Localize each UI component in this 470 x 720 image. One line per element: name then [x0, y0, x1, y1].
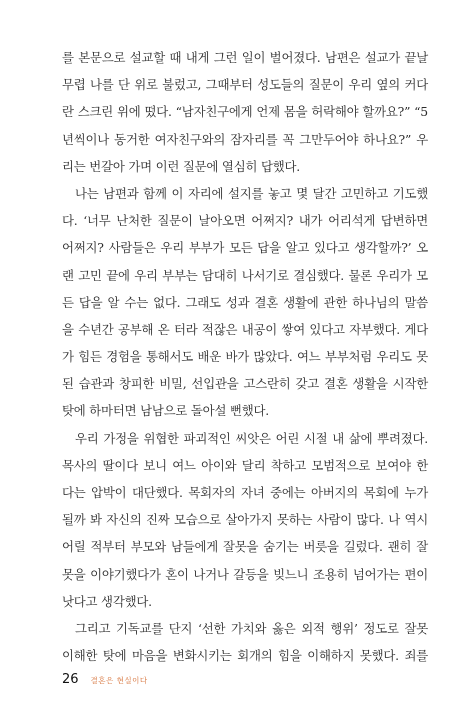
text-line: 리는 번갈아 가며 이런 질문에 열심히 답했다. — [62, 158, 301, 174]
text-line: 목사의 딸이다 보니 여느 아이와 달리 착하고 모범적으로 보여야 한 — [62, 457, 428, 473]
text-line: 이해한 탓에 마음을 변화시키는 회개의 힘을 이해하지 못했다. 죄를 — [62, 648, 428, 664]
text-line: 다는 압박이 대단했다. 목회자의 자녀 중에는 아버지의 목회에 누가 — [62, 485, 428, 500]
text-line: 우리 가정을 위협한 파괴적인 씨앗은 어린 시절 내 삶에 뿌려졌다. — [75, 430, 428, 446]
text-line: 그리고 기독교를 단지 ‘선한 가치와 옳은 외적 행위’ 정도로 잘못 — [75, 620, 428, 636]
text-line: 가 힘든 경험을 통해서도 배운 바가 많았다. 여느 부부처럼 우리도 못 — [62, 349, 428, 365]
text-line: 어릴 적부터 부모와 남들에게 잘못을 숨기는 버릇을 길렀다. 괜히 잘 — [62, 539, 428, 555]
text-line: 다. ‘너무 난처한 질문이 날아오면 어쩌지? 내가 어리석게 답변하면 — [62, 213, 428, 229]
text-line: 낫다고 생각했다. — [62, 593, 152, 609]
text-line: 를 본문으로 설교할 때 내게 그런 일이 벌어졌다. 남편은 설교가 끝날 — [62, 50, 428, 65]
text-line: 될까 봐 자신의 진짜 모습으로 살아가지 못하는 사람이 많다. 나 역시 — [62, 512, 428, 528]
text-line: 랜 고민 끝에 우리 부부는 담대히 나서기로 결심했다. 물론 우리가 모 — [62, 267, 428, 283]
body-text — [62, 44, 428, 669]
text-line: 무렵 나를 단 위로 불렀고, 그때부터 성도들의 질문이 우리 옆의 커다 — [62, 77, 428, 93]
text-line: 든 답을 알 수는 없다. 그래도 성과 결혼 생활에 관한 하나님의 말씀 — [62, 294, 428, 310]
running-title: 결혼은 현실이다 — [90, 676, 148, 685]
text-line: 년씩이나 동거한 여자친구와의 잠자리를 꼭 그만두어야 하나요?” 우 — [62, 131, 428, 147]
text-line: 을 수년간 공부해 온 터라 적잖은 내공이 쌓여 있다고 자부했다. 게다 — [62, 321, 428, 337]
text-line: 란 스크린 위에 떴다. “남자친구에게 언제 몸을 허락해야 할까요?” “5 — [62, 104, 428, 120]
page-number: 26 — [62, 672, 79, 687]
text-line: 못을 이야기했다가 혼이 나거나 갈등을 빚느니 조용히 넘어가는 편이 — [62, 566, 428, 582]
text-line: 나는 남편과 함께 이 자리에 설지를 놓고 몇 달간 고민하고 기도했 — [75, 185, 428, 201]
page-footer — [62, 672, 148, 687]
text-line: 탓에 하마터면 남남으로 돌아설 뻔했다. — [62, 403, 270, 419]
text-line: 된 습관과 창피한 비밀, 선입관을 고스란히 갖고 결혼 생활을 시작한 — [62, 376, 428, 392]
text-line: 어쩌지? 사람들은 우리 부부가 모든 답을 알고 있다고 생각할까?’ 오 — [62, 240, 428, 256]
